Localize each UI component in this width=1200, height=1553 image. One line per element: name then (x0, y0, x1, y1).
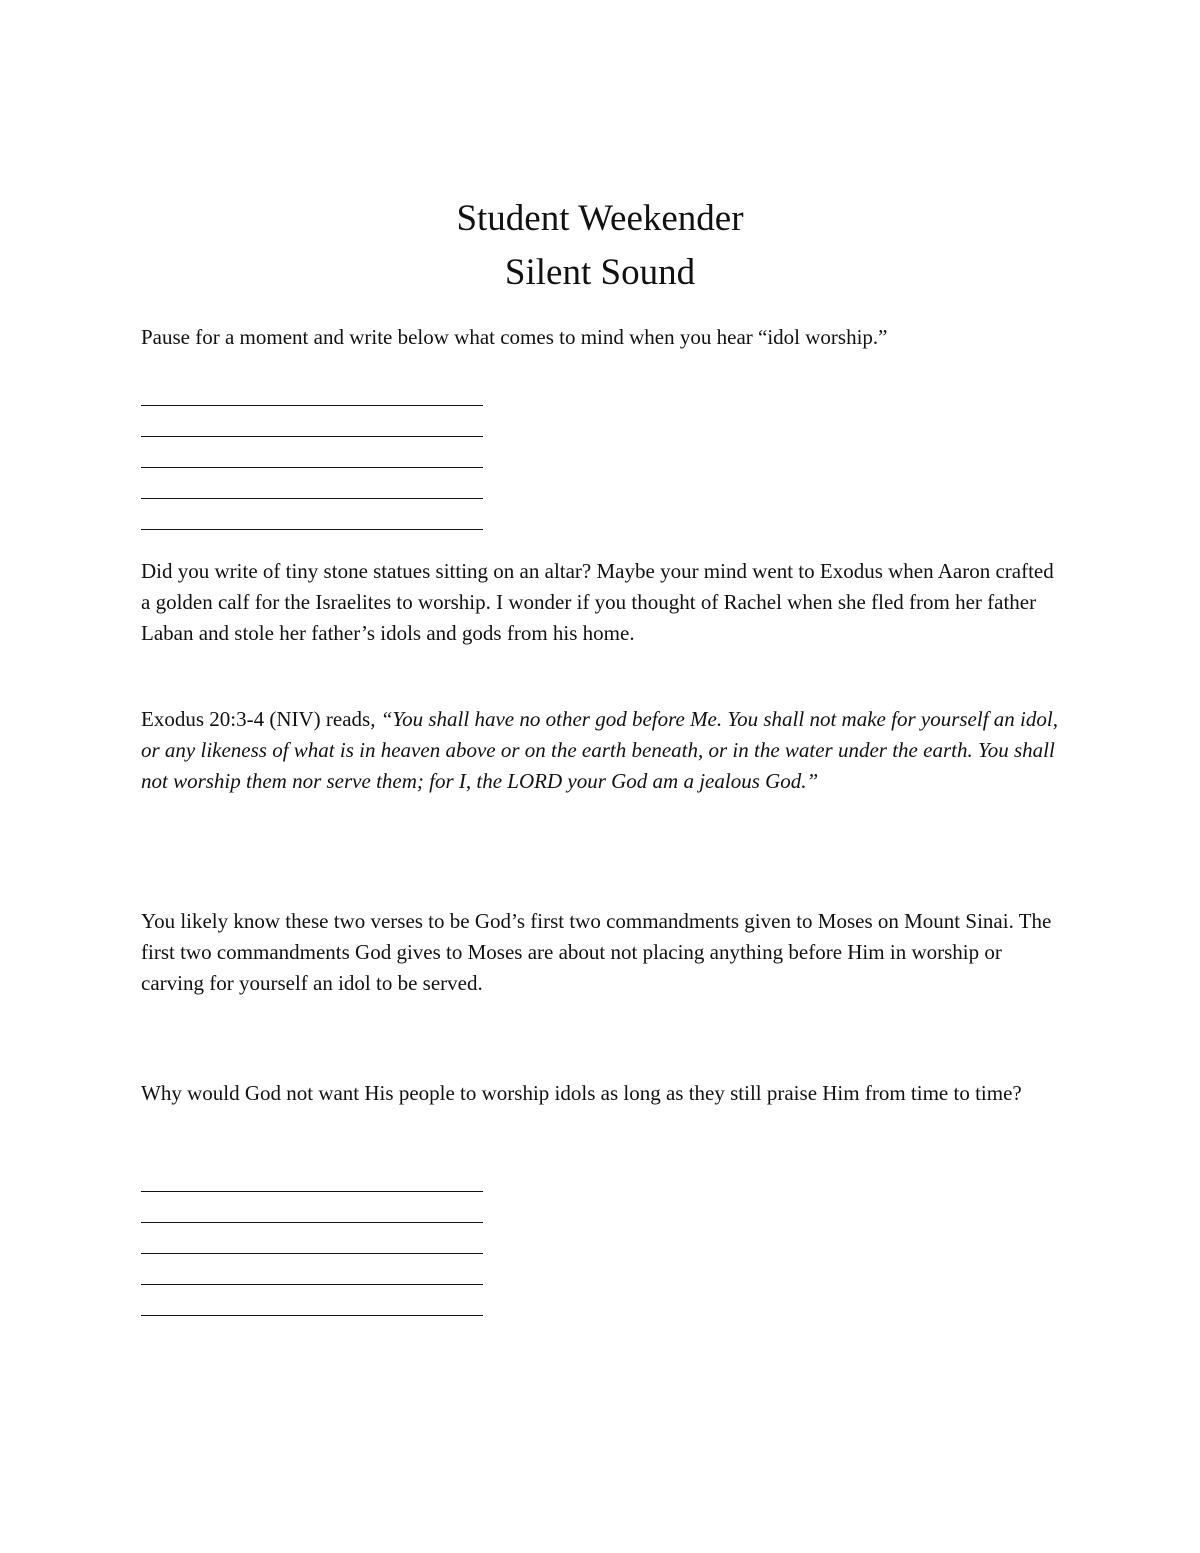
answer-line[interactable] (141, 1192, 483, 1223)
title-line-2: Silent Sound (504, 252, 696, 293)
answer-line[interactable] (141, 406, 483, 437)
scripture-reference: Exodus 20:3-4 (NIV) reads, (141, 707, 381, 731)
answer-line[interactable] (141, 437, 483, 468)
title-block (0, 192, 1200, 300)
answer-line[interactable] (141, 1161, 483, 1192)
paragraph-examples: Did you write of tiny stone statues sitting on an altar? Maybe your mind went to Exodus when Aaron crafted a golden calf for the Israelites to worship. I wonder if you thought of Rachel when she fled from her father Laban and stole her father’s idols and gods from his home. (141, 559, 1054, 645)
answer-line[interactable] (141, 1285, 483, 1316)
scripture-paragraph (141, 704, 1061, 797)
answer-line[interactable] (141, 1223, 483, 1254)
paragraph-commandments: You likely know these two verses to be God’s first two commandments given to Moses on Mount Sinai. The first two commandments God gives to Moses are about not placing anything before Him in worship or carving for yourself an idol to be served. (141, 909, 1052, 995)
answer-line[interactable] (141, 375, 483, 406)
scripture-quote: “You shall have no other god before Me. You shall not make for yourself an idol, or any likeness of what is in heaven above or on the earth beneath, or in the water under the earth. You shall not worship them nor serve them; for I, the LORD your God am a jealous God.” (141, 707, 1058, 793)
answer-lines-1 (141, 375, 483, 530)
answer-line[interactable] (141, 1254, 483, 1285)
answer-line[interactable] (141, 468, 483, 499)
prompt-why-idols: Why would God not want His people to worship idols as long as they still praise Him from time to time? (141, 1081, 1022, 1105)
answer-line[interactable] (141, 499, 483, 530)
prompt-idol-worship: Pause for a moment and write below what comes to mind when you hear “idol worship.” (141, 325, 888, 349)
answer-lines-2 (141, 1161, 483, 1316)
title-line-1: Student Weekender (456, 198, 744, 239)
